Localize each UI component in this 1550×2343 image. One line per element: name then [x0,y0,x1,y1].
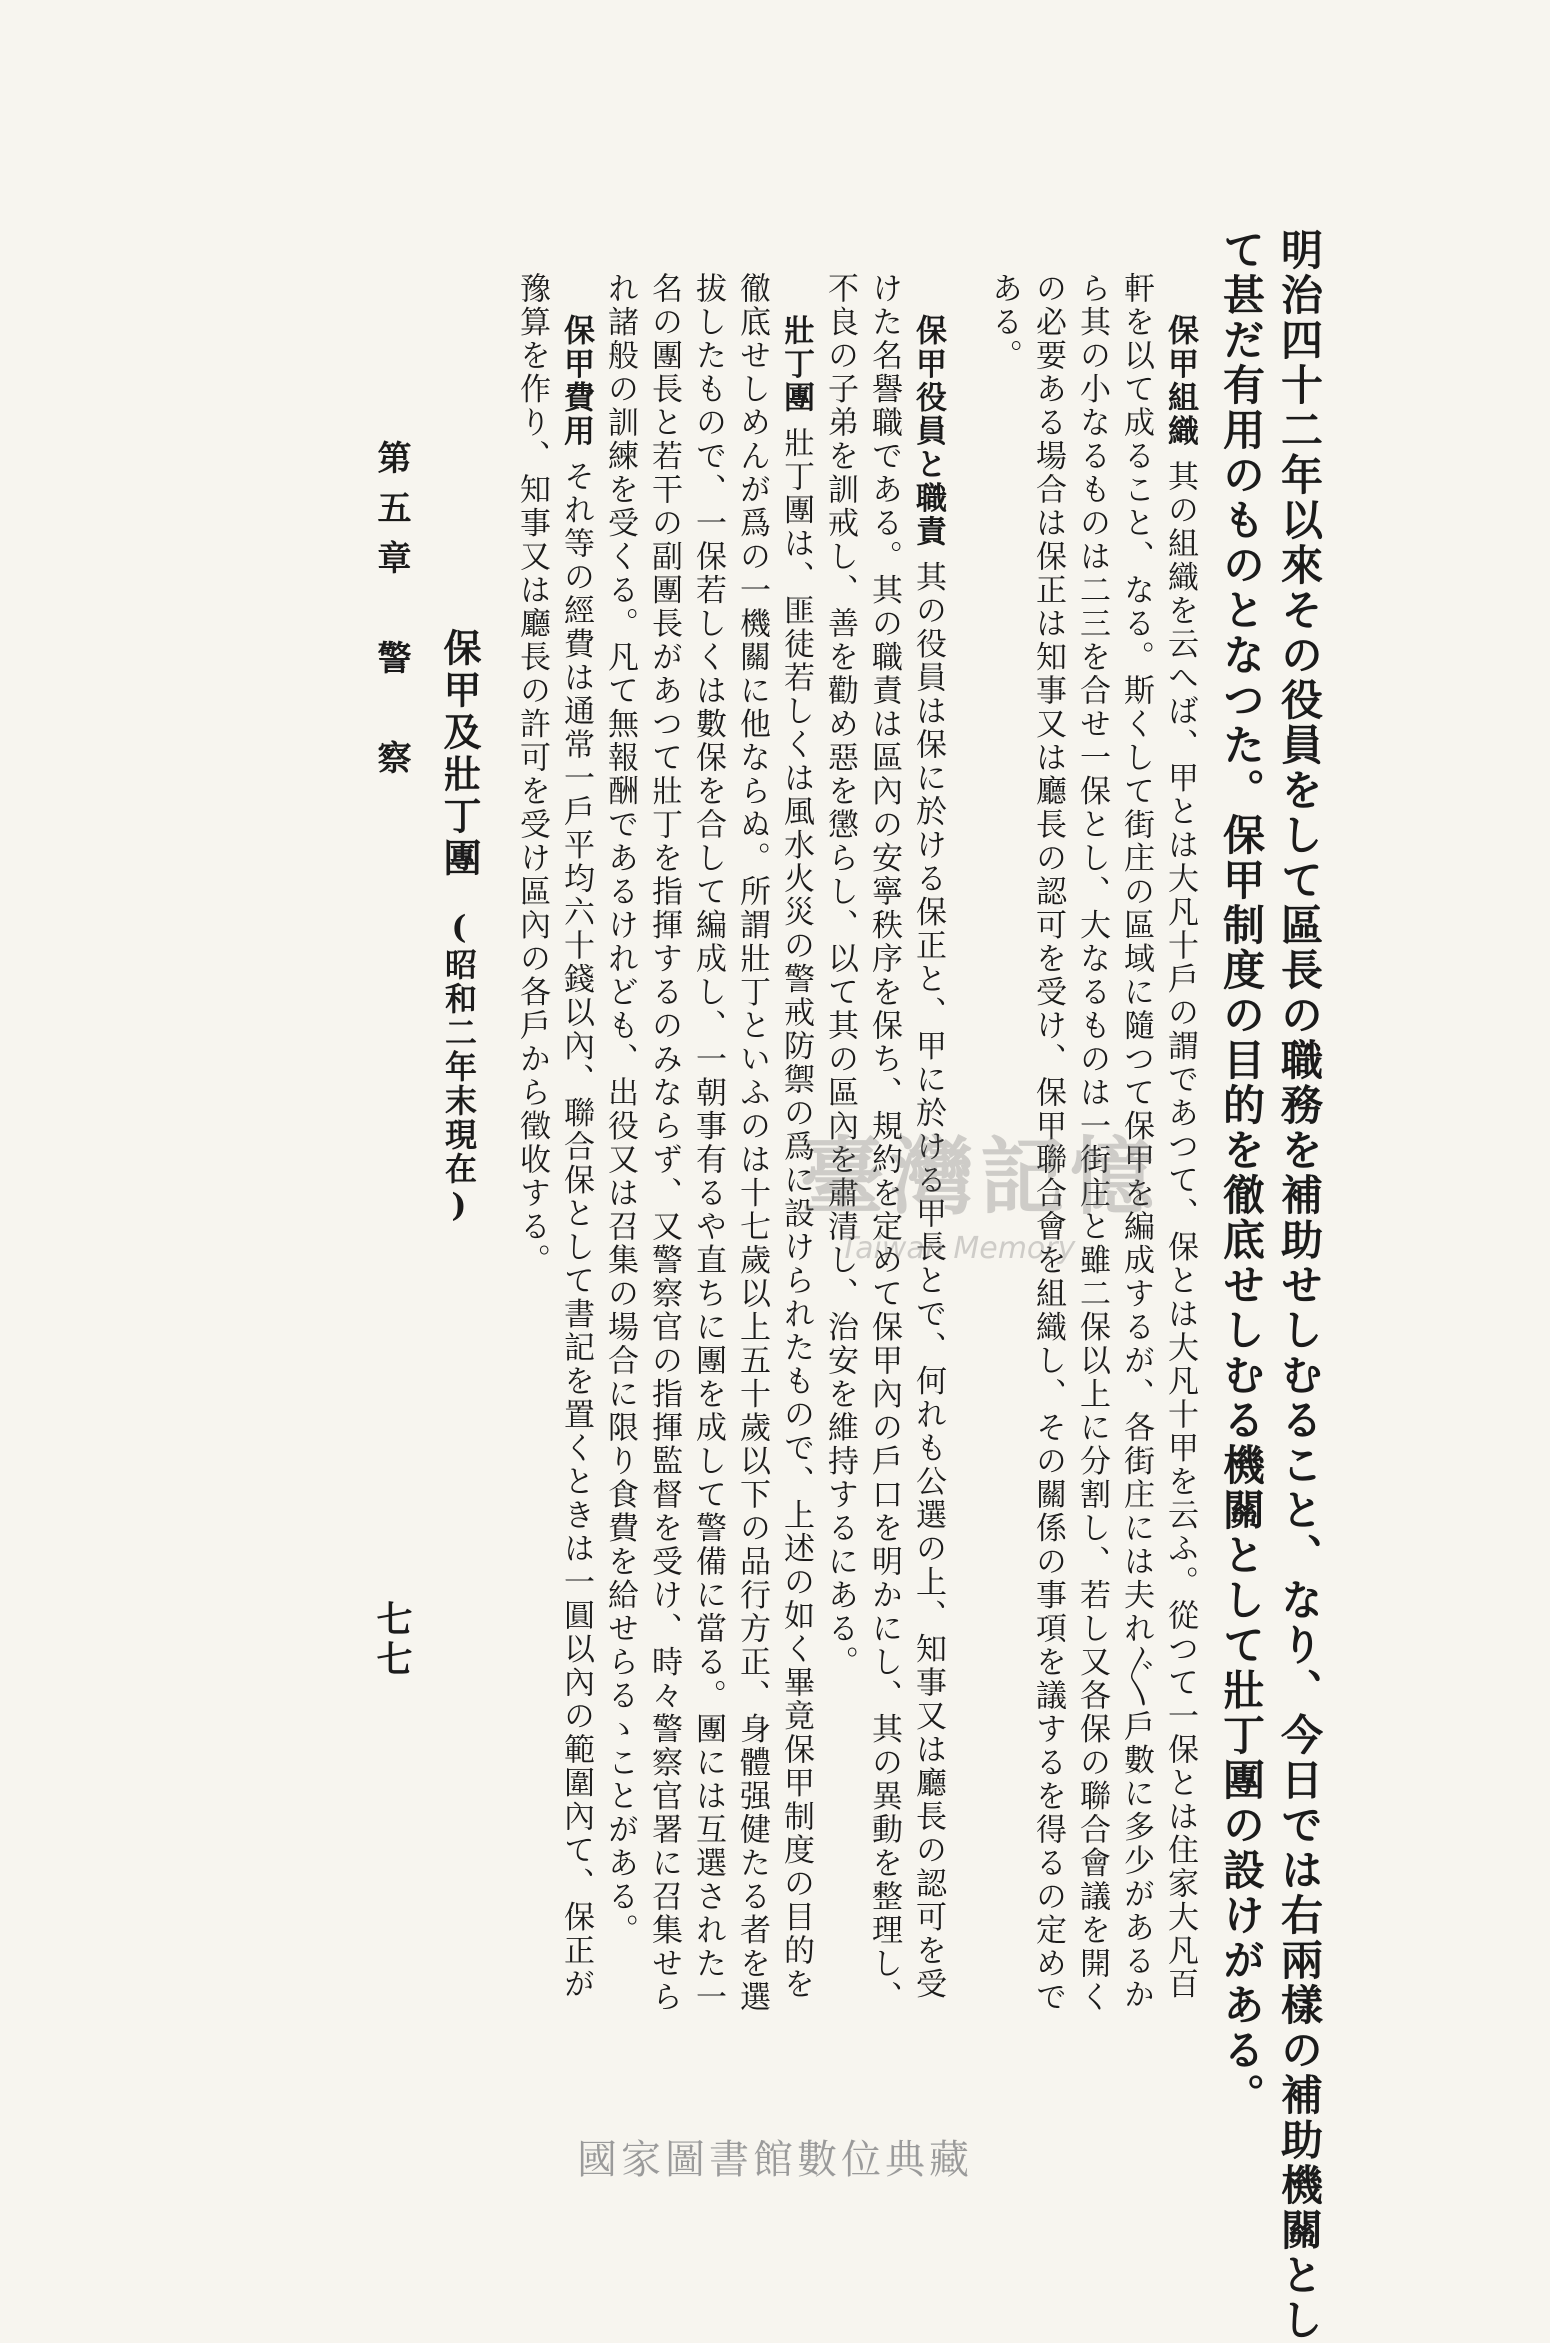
column-text: 軒を以て成ること、なる。斯くして街庄の區域に隨つて保甲を編成するが、各街庄には夫れ〴〵戶數に多少があるか [1118,272,1154,2012]
text-column-17 [514,272,550,1277]
column-text: て甚だ有用のものとなつた。保甲制度の目的を徹底せしむる機關として壯丁團の設けがある。 [1217,228,1266,2118]
text-column-16 [558,314,594,2001]
text-column-8 [910,314,946,2001]
column-text: けた名譽職である。其の職責は區內の安寧秩序を保ち、規約を定めて保甲內の戶口を明かにし、其の異動を整理し、 [866,272,902,2014]
column-text: 徹底せしめんが爲の一機關に他ならぬ。所謂壯丁といふのは十七歲以上五十歲以下の品行方正、身體强健たる者を選 [734,272,770,2014]
column-text: の必要ある場合は保正は知事又は廳長の認可を受け、保甲聯合會を組織し、その關係の事項を議するを得るの定めで [1030,272,1066,2014]
chapter-label: 第五章 警 察 [371,440,411,790]
text-column-3 [1162,314,1198,2001]
text-column-5 [1074,272,1110,2014]
text-column-7 [986,272,1022,373]
column-text: ら其の小なるものは二三を合せ一保とし、大なるものは一街庄と雖二保以上に分割し、若し又各保の聯合會議を開く [1074,272,1110,2014]
watermark-english: Taiwan Memory [840,1231,1076,1266]
text-column-6 [1030,272,1066,2014]
chapter-footer [371,440,411,790]
column-text: それ等の經費は通常一戶平均六十錢以內、聯合保として書記を置くときは一圓以內の範圍內て、保正が [558,460,594,2001]
column-text: 豫算を作り、知事又は廳長の許可を受け區內の各戶から徵收する。 [514,272,550,1277]
column-text: ある。 [986,272,1022,373]
text-column-12 [734,272,770,2014]
column-text: 不良の子弟を訓戒し、善を勸め惡を懲らし、以て其の區內を肅清し、治安を維持するにある。 [822,272,858,1679]
text-column-1 [1275,228,1324,2343]
text-column-10 [822,272,858,1679]
text-column-15 [602,272,638,1947]
column-text: 其の組織を云へば、甲とは大凡十戶の謂であつて、保とは大凡十甲を云ふ。從つて一保とは住家大凡百 [1162,460,1198,2001]
text-column-11 [778,314,814,2001]
section-heading-expenses: 保甲費用 [558,314,594,448]
text-column-4 [1118,272,1154,2012]
column-text: 壯丁團は、匪徒若しくは風水火災の警戒防禦の爲に設けられたもので、上述の如く畢竟保甲制度の目的を [778,426,814,2001]
page-number [371,1600,413,1680]
column-text: 名の團長と若干の副團長があつて壯丁を指揮するのみならず、又警察官の指揮監督を受け、時々警察官署に召集せら [646,272,682,2014]
text-column-9 [866,272,902,2014]
table-title-column [437,628,482,1226]
table-note: (昭和二年末現在) [440,908,478,1226]
text-column-14 [646,272,682,2014]
table-title: 保甲及壯丁團 [437,628,482,880]
section-heading-organization: 保甲組織 [1162,314,1198,448]
column-text: 明治四十二年以來その役員をして區長の職務を補助せしむること、なり、今日では右兩樣の補助機關とし [1275,228,1324,2343]
column-text: れ諸般の訓練を受くる。凡て無報酬であるけれども、出役又は召集の場合に限り食費を給せらるゝことがある。 [602,272,638,1947]
library-credit: 國家圖書館數位典藏 [577,2137,973,2183]
page-number-text: 七七 [371,1600,413,1680]
text-column-2 [1217,228,1266,2118]
section-heading-officers: 保甲役員と職責 [910,314,946,549]
column-text: 拔したもので、一保若しくは數保を合して編成し、一朝事有るや直ちに團を成して警備に當る。團には互選された一 [690,272,726,2014]
section-heading-youth-corps: 壯丁團 [778,314,814,415]
watermark-chinese: 臺灣記憶 [800,1127,1161,1226]
column-text: 其の役員は保に於ける保正と、甲に於ける甲長とで、何れも公選の上、知事又は廳長の認可を受 [910,560,946,2001]
text-column-13 [690,272,726,2014]
